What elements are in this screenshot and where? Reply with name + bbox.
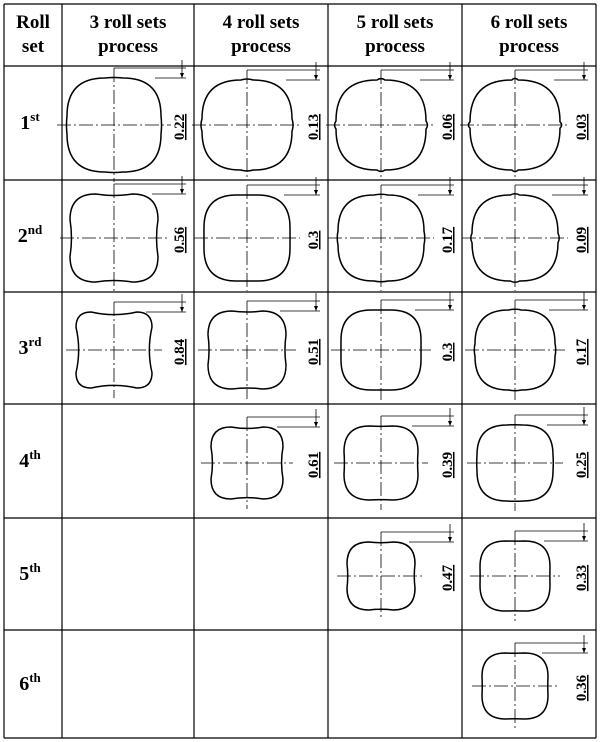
header-column-4-roll-sets: 4 roll sets process	[222, 12, 300, 57]
cell-r5-c4-value: 0.33	[574, 564, 590, 592]
cell-r1-c3-value: 0.06	[440, 113, 456, 141]
cell-r5-c4-dimension-arrow	[582, 536, 586, 541]
cell-r3-c2-value: 0.51	[306, 338, 322, 366]
row-label-6: 6th	[19, 670, 41, 695]
cell-r3-c2-dimension-arrow	[314, 306, 318, 311]
cell-r2-c1-dimension-arrow	[180, 189, 184, 194]
cell-r3-c3-dimension-arrow	[448, 305, 452, 310]
header-column-5-roll-sets: 5 roll sets process	[356, 12, 434, 57]
cell-r2-c2-value: 0.3	[306, 230, 322, 250]
cell-r4-c2-value: 0.61	[306, 451, 322, 479]
cell-r1-c2-value: 0.13	[306, 113, 322, 141]
cell-r2-c3-dimension-arrow	[448, 190, 452, 195]
cell-r2-c3-value: 0.17	[440, 226, 456, 254]
row-label-2: 2nd	[17, 222, 43, 247]
cell-r3-c1-dimension-arrow	[180, 307, 184, 312]
header-column-3-roll-sets: 3 roll sets process	[89, 12, 167, 57]
header-roll-set-label: Roll set	[16, 12, 50, 57]
cell-r1-c2-dimension-arrow	[314, 75, 318, 80]
cell-r3-c3-value: 0.3	[440, 342, 456, 362]
cell-r3-c4-dimension-arrow	[582, 305, 586, 310]
row-label-1: 1st	[20, 109, 40, 134]
cell-r4-c4-value: 0.25	[574, 451, 590, 479]
cell-r1-c4-value: 0.03	[574, 113, 590, 141]
cell-r5-c3-dimension-arrow	[448, 537, 452, 542]
cell-r6-c4-dimension-arrow	[582, 648, 586, 653]
cell-r3-c1-value: 0.84	[172, 338, 188, 366]
header-column-6-roll-sets: 6 roll sets process	[490, 12, 568, 57]
cell-r2-c2-dimension-arrow	[314, 190, 318, 195]
row-label-3: 3rd	[18, 334, 42, 359]
cell-r4-c4-dimension-arrow	[582, 420, 586, 425]
cell-r4-c3-value: 0.39	[440, 451, 456, 479]
cell-r2-c4-value: 0.09	[574, 226, 590, 254]
cell-r1-c4-dimension-arrow	[582, 75, 586, 80]
cell-r5-c3-value: 0.47	[440, 564, 456, 592]
cell-r1-c1-value: 0.22	[172, 113, 188, 141]
row-label-4: 4th	[19, 447, 41, 472]
cell-r3-c4-value: 0.17	[574, 338, 590, 366]
cell-r1-c3-dimension-arrow	[448, 75, 452, 80]
cell-r1-c1-dimension-arrow	[180, 73, 184, 78]
cell-r4-c3-dimension-arrow	[448, 421, 452, 426]
cell-r2-c4-dimension-arrow	[582, 190, 586, 195]
cell-r2-c1-value: 0.56	[172, 226, 188, 254]
cell-r4-c2-dimension-arrow	[314, 422, 318, 427]
cell-r6-c4-value: 0.36	[574, 674, 590, 702]
row-label-5: 5th	[19, 560, 41, 585]
